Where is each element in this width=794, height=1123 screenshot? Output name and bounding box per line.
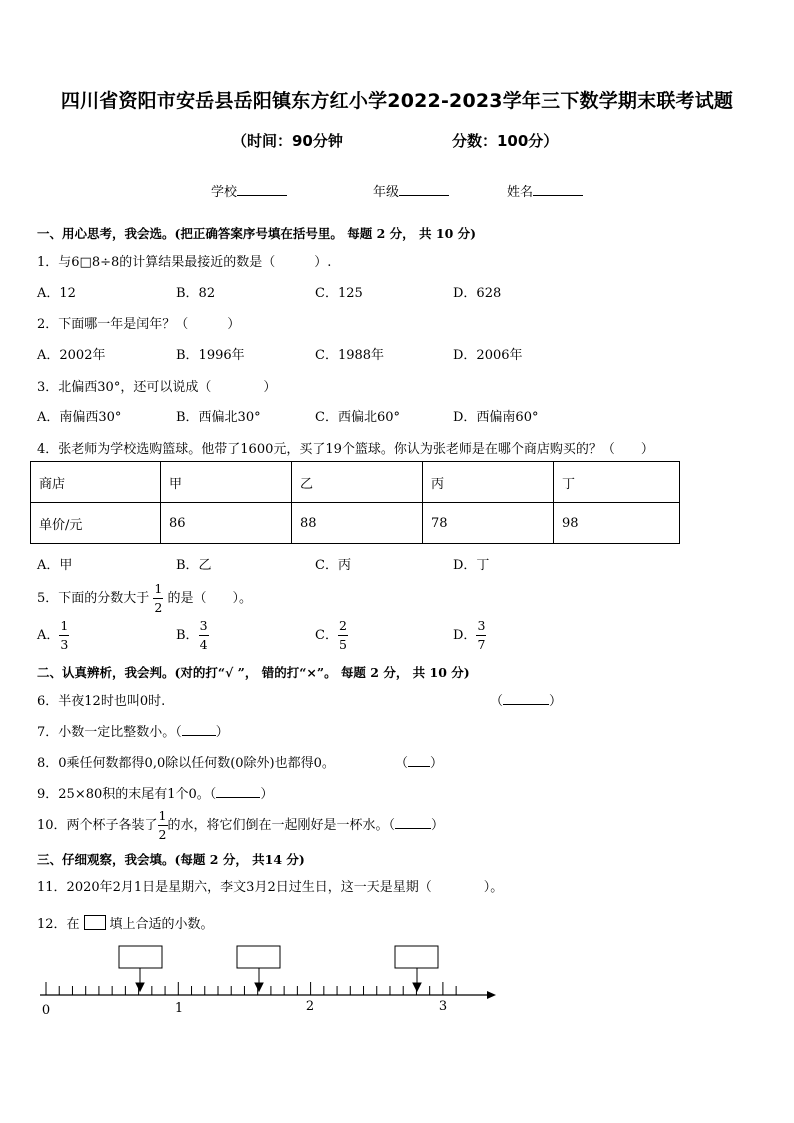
q5-option-b — [176, 620, 209, 651]
q4-option-d: D．丁 — [453, 558, 490, 573]
option-fraction — [338, 620, 348, 651]
q4-option-a: A．甲 — [37, 558, 73, 573]
fraction-denominator: 7 — [477, 636, 486, 652]
grade-label: 年级 — [373, 185, 400, 200]
question-6: 6．半夜12时也叫0时. — [37, 694, 166, 709]
paren-open: （ — [175, 725, 182, 740]
question-8: 8．0乘任何数都得0,0除以任何数(0除外)也都得0。 — [37, 756, 335, 771]
q6-answer-blank[interactable] — [490, 690, 562, 709]
q4-option-b: B．乙 — [176, 558, 212, 573]
question-7 — [37, 721, 229, 740]
q3-option-c: C．西偏北60° — [315, 410, 400, 425]
school-blank[interactable] — [237, 183, 287, 196]
q2-option-b: B．1996年 — [176, 348, 245, 363]
paren-open: （ — [395, 756, 409, 771]
q10-fraction — [158, 810, 168, 841]
tick-label-0: 0 — [41, 1003, 51, 1018]
answer-line[interactable] — [503, 693, 549, 705]
answer-line[interactable] — [408, 755, 430, 767]
q2-option-c: C．1988年 — [315, 348, 385, 363]
option-fraction — [59, 620, 69, 651]
fraction-denominator: 2 — [158, 826, 167, 842]
pointer-arrowhead-3 — [413, 983, 421, 991]
answer-line[interactable] — [216, 786, 260, 798]
q5-option-c — [315, 620, 348, 651]
question-2: 2．下面哪一年是闰年？（ ） — [37, 317, 241, 332]
paren-close: ） — [431, 818, 445, 833]
axis-arrow-icon — [487, 991, 496, 999]
answer-line[interactable] — [182, 724, 216, 736]
fraction-numerator: 2 — [338, 620, 348, 636]
pointer-arrowhead-2 — [255, 983, 263, 991]
option-label: A． — [37, 628, 60, 643]
tick-label-3: 3 — [438, 999, 448, 1014]
q1-option-d: D．628 — [453, 286, 502, 301]
q10-text-pre: 10．两个杯子各装了 — [37, 818, 158, 833]
question-1: 1．与6□8÷8的计算结果最接近的数是（ ）. — [37, 255, 332, 270]
fraction-numerator: 1 — [59, 620, 69, 636]
question-5 — [37, 583, 252, 614]
q2-option-a: A．2002年 — [37, 348, 106, 363]
q5-option-a — [37, 620, 69, 651]
q5-text-pre: 5．下面的分数大于 — [37, 591, 150, 606]
question-9 — [37, 783, 273, 802]
fraction-denominator: 2 — [154, 599, 163, 615]
q2-option-d: D．2006年 — [453, 348, 523, 363]
question-3: 3．北偏西30°，还可以说成（ ） — [37, 380, 277, 395]
table-cell: 98 — [554, 503, 680, 544]
tick-label-2: 2 — [305, 999, 315, 1014]
table-cell: 乙 — [292, 462, 423, 503]
answer-box-2[interactable] — [237, 946, 280, 968]
table-cell: 78 — [423, 503, 554, 544]
answer-line[interactable] — [395, 817, 431, 829]
paren-open: （ — [209, 787, 217, 802]
answer-boxes — [119, 946, 438, 968]
table-cell: 丙 — [423, 462, 554, 503]
fraction-denominator: 4 — [199, 636, 208, 652]
answer-box-3[interactable] — [395, 946, 438, 968]
table-row — [31, 503, 680, 544]
q10-text-post: 的水，将它们倒在一起刚好是一杯水。 — [167, 818, 389, 833]
school-label: 学校 — [211, 185, 238, 200]
price-table — [30, 461, 680, 544]
q3-option-b: B．西偏北30° — [176, 410, 261, 425]
q9-text: 9．25×80积的末尾有1个0。 — [37, 787, 210, 802]
table-cell: 86 — [161, 503, 292, 544]
name-label: 姓名 — [507, 185, 534, 200]
table-cell: 丁 — [554, 462, 680, 503]
q3-option-d: D．西偏南60° — [453, 410, 539, 425]
question-4: 4．张老师为学校选购篮球。他带了1600元，买了19个篮球。你认为张老师是在哪个商店购买的？（ ） — [37, 442, 654, 457]
paren-close: ） — [549, 694, 563, 709]
axis-ticks — [46, 982, 456, 995]
section3-heading: 三、仔细观察，我会填。(每题 2 分， 共14 分) — [37, 852, 305, 867]
table-cell: 单价/元 — [31, 503, 161, 544]
q1-option-b: B．82 — [176, 286, 216, 301]
q5-text-post: 的是（ ）。 — [167, 591, 253, 606]
option-fraction — [199, 620, 209, 651]
question-12 — [37, 913, 214, 932]
option-fraction — [476, 620, 486, 651]
q1-option-a: A．12 — [37, 286, 76, 301]
axis-labels — [42, 999, 447, 1018]
option-label: B． — [176, 628, 199, 643]
paren-open: （ — [490, 694, 504, 709]
fraction-denominator: 5 — [338, 636, 347, 652]
q12-text-post: 填上合适的小数。 — [109, 917, 214, 932]
pointer-arrowhead-1 — [136, 983, 144, 991]
section1-heading: 一、用心思考，我会选。(把正确答案序号填在括号里。 每题 2 分， 共 10 分) — [37, 226, 477, 241]
paren-open: （ — [388, 818, 396, 833]
q4-option-c: C．丙 — [315, 558, 351, 573]
name-blank[interactable] — [533, 183, 583, 196]
question-10 — [37, 810, 444, 841]
q8-answer-blank[interactable] — [395, 752, 443, 771]
table-cell: 商店 — [31, 462, 161, 503]
fraction-numerator: 3 — [476, 620, 486, 636]
question-11: 11．2020年2月1日是星期六，李文3月2日过生日，这一天是星期（ ）。 — [37, 880, 504, 895]
exam-title: 四川省资阳市安岳县岳阳镇东方红小学2022-2023学年三下数学期末联考试题 — [60, 90, 734, 112]
grade-field[interactable] — [373, 181, 449, 200]
score-info: 分数：100分） — [452, 132, 559, 150]
option-label: C． — [315, 628, 338, 643]
tick-label-1: 1 — [174, 1001, 184, 1016]
q5-fraction — [153, 583, 163, 614]
q3-option-a: A．南偏西30° — [37, 410, 122, 425]
paren-close: ） — [430, 756, 444, 771]
paren-close: ） — [215, 725, 229, 740]
fraction-numerator: 3 — [199, 620, 209, 636]
fraction-numerator: 1 — [153, 583, 163, 599]
name-field[interactable] — [507, 181, 583, 200]
fraction-denominator: 3 — [60, 636, 69, 652]
fraction-numerator: 1 — [158, 810, 168, 826]
grade-blank[interactable] — [399, 183, 449, 196]
table-row — [31, 462, 680, 503]
number-line — [30, 940, 510, 1020]
option-label: D． — [453, 628, 477, 643]
section2-heading: 二、认真辨析，我会判。(对的打“√ ”， 错的打“×”。 每题 2 分， 共 10 分) — [37, 665, 470, 680]
fill-box-icon — [84, 915, 106, 930]
q1-option-c: C．125 — [315, 286, 363, 301]
q7-text: 7．小数一定比整数小。 — [37, 725, 176, 740]
q5-option-d — [453, 620, 486, 651]
table-cell: 88 — [292, 503, 423, 544]
school-field[interactable] — [211, 181, 287, 200]
answer-box-1[interactable] — [119, 946, 162, 968]
table-cell: 甲 — [161, 462, 292, 503]
time-info: （时间：90分钟 — [232, 132, 343, 150]
paren-close: ） — [260, 787, 274, 802]
q12-text-pre: 12．在 — [37, 917, 80, 932]
